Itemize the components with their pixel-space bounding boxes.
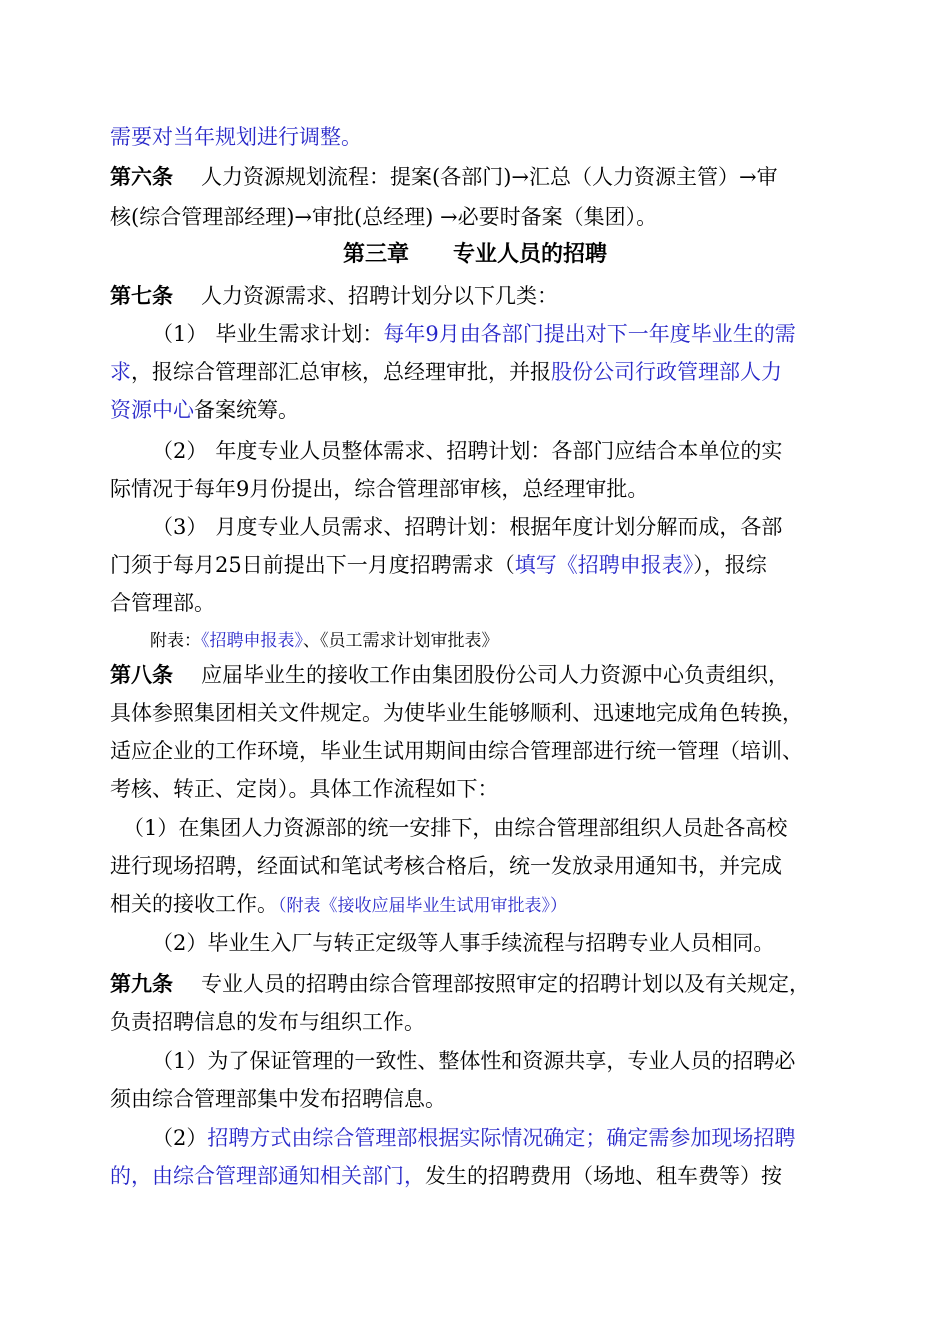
article-9-line-1 <box>110 970 810 998</box>
chapter-title: 第三章 专业人员的招聘 <box>342 242 607 267</box>
article-8-item-1-line-3 <box>110 890 567 920</box>
item-3-text: 门须于每月25日前提出下一月度招聘需求（ <box>110 553 515 577</box>
article-8-line-3: 适应企业的工作环境，毕业生试用期间由综合管理部进行统一管理（培训、 <box>110 739 803 763</box>
item-3-line-1 <box>152 513 782 541</box>
article-6-line-2: 核(综合管理部经理)→审批(总经理) →必要时备案（集团）。 <box>110 205 658 229</box>
article-6-line-1 <box>110 163 778 191</box>
article-7-line-1 <box>110 282 558 310</box>
article-8-line-2: 具体参照集团相关文件规定。为使毕业生能够顺利、迅速地完成角色转换， <box>110 701 803 725</box>
article-9-item-2-line-2 <box>110 1162 782 1190</box>
item-2-line-2: 际情况于每年9月份提出，综合管理部审核，总经理审批。 <box>110 477 649 501</box>
item-1-highlight: 资源中心 <box>110 398 194 422</box>
item-3-text: ），报综 <box>693 553 767 577</box>
article-9-text: 专业人员的招聘由综合管理部按照审定的招聘计划以及有关规定， <box>201 972 810 996</box>
item-1-text: 毕业生需求计划： <box>215 322 384 346</box>
annex-text: 、《员工需求计划审批表》 <box>303 631 499 651</box>
item-1-text: 备案统筹。 <box>194 398 299 422</box>
item-3-line-3: 合管理部。 <box>110 591 215 615</box>
article-8-item-1-text: 相关的接收工作。 <box>110 892 278 916</box>
article-8-item-2: （2）毕业生入厂与转正定级等人事手续流程与招聘专业人员相同。 <box>152 931 775 955</box>
item-1-line-3 <box>110 396 299 424</box>
article-9-item-1-line-1: （1）为了保证管理的一致性、整体性和资源共享，专业人员的招聘必 <box>152 1049 796 1073</box>
annex-label: 附表： <box>150 631 201 651</box>
item-3-line-2 <box>110 551 767 579</box>
article-8-line-1 <box>110 661 789 689</box>
annex-line-1 <box>150 627 499 655</box>
article-8-heading: 第八条 <box>110 663 173 687</box>
article-8-item-1-line-1: （1）在集团人力资源部的统一安排下，由综合管理部组织人员赴各高校 <box>123 816 788 840</box>
article-7-text: 人力资源需求、招聘计划分以下几类： <box>201 284 558 308</box>
article-9-line-2: 负责招聘信息的发布与组织工作。 <box>110 1010 425 1034</box>
article-9-item-2-label: （2） <box>152 1126 208 1150</box>
item-1-highlight: 股份公司行政管理部人力 <box>551 360 782 384</box>
article-8-line-4: 考核、转正、定岗）。具体工作流程如下： <box>110 777 499 801</box>
article-9-item-2-line-1 <box>152 1124 795 1152</box>
item-1-highlight: 求 <box>110 360 131 384</box>
article-6-text: 人力资源规划流程：提案(各部门)→汇总（人力资源主管）→审 <box>201 165 778 189</box>
text-line: 需要对当年规划进行调整。 <box>110 125 362 149</box>
annex-highlight: 《招聘申报表》 <box>201 631 303 651</box>
item-1-text: ，报综合管理部汇总审核，总经理审批，并报 <box>131 360 551 384</box>
article-8-annex: （附表《接收应届毕业生试用审批表》） <box>278 896 567 916</box>
item-2-text: 年度专业人员整体需求、招聘计划：各部门应结合本单位的实 <box>215 439 783 463</box>
item-1-line-2 <box>110 358 782 386</box>
article-9-item-2-text: 发生的招聘费用（场地、租车费等）按 <box>425 1164 782 1188</box>
item-1-line-1 <box>152 320 796 348</box>
article-7-heading: 第七条 <box>110 284 173 308</box>
article-6-heading: 第六条 <box>110 165 173 189</box>
item-1-label: （1） <box>152 322 208 346</box>
item-2-label: （2） <box>152 439 208 463</box>
item-1-highlight: 每年9月由各部门提出对下一年度毕业生的需 <box>383 322 796 346</box>
article-8-item-1-line-2: 进行现场招聘，经面试和笔试考核合格后，统一发放录用通知书，并完成 <box>110 854 782 878</box>
article-9-item-2-highlight: 招聘方式由综合管理部根据实际情况确定；确定需参加现场招聘 <box>207 1126 796 1150</box>
article-9-heading: 第九条 <box>110 972 173 996</box>
item-3-label: （3） <box>152 515 208 539</box>
article-9-item-1-line-2: 须由综合管理部集中发布招聘信息。 <box>110 1087 446 1111</box>
article-8-text: 应届毕业生的接收工作由集团股份公司人力资源中心负责组织， <box>201 663 789 687</box>
item-3-highlight: 填写《招聘申报表》 <box>514 553 694 577</box>
item-3-text: 月度专业人员需求、招聘计划：根据年度计划分解而成，各部 <box>215 515 783 539</box>
item-2-line-1 <box>152 437 782 465</box>
article-9-item-2-highlight: 的，由综合管理部通知相关部门， <box>110 1164 425 1188</box>
